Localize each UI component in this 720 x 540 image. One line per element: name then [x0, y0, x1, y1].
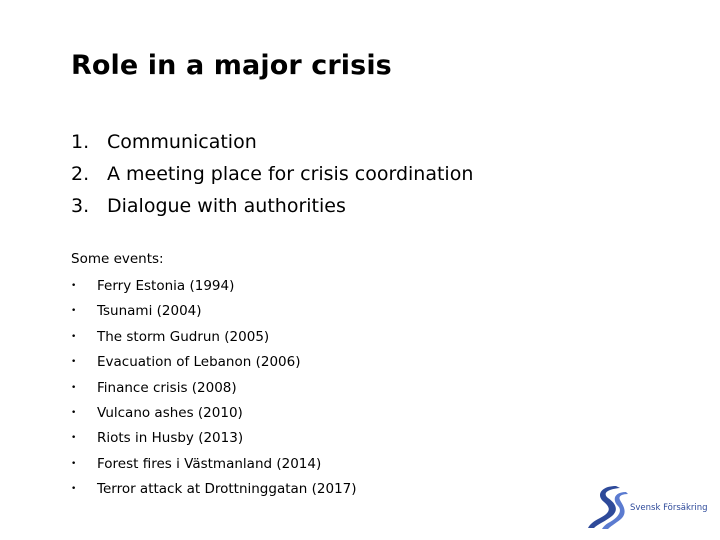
roles-list-item — [71, 160, 473, 192]
bullet-icon: • — [71, 281, 77, 291]
event-item — [71, 479, 357, 504]
event-item — [71, 352, 357, 377]
logo-text: Svensk Försäkring — [630, 503, 708, 513]
list-item-text: A meeting place for crisis coordination — [107, 163, 474, 185]
event-item — [71, 276, 357, 301]
event-text: Finance crisis (2008) — [97, 379, 237, 396]
event-text: Riots in Husby (2013) — [97, 430, 244, 447]
bullet-icon: • — [71, 484, 77, 495]
event-item — [71, 327, 357, 352]
bullet-icon: • — [71, 458, 77, 469]
event-text: Evacuation of Lebanon (2006) — [97, 354, 301, 371]
list-number: 1. — [71, 131, 90, 153]
event-item — [71, 301, 357, 326]
list-number: 2. — [71, 163, 90, 185]
list-number: 3. — [71, 195, 90, 217]
bullet-icon: • — [71, 306, 77, 317]
bullet-icon: • — [71, 407, 77, 418]
slide-title: Role in a major crisis — [71, 50, 392, 81]
event-text: Forest fires i Västmanland (2014) — [97, 455, 322, 472]
event-item — [71, 428, 357, 453]
list-item-text: Dialogue with authorities — [107, 195, 346, 217]
event-text: Vulcano ashes (2010) — [97, 404, 243, 421]
event-text: Tsunami (2004) — [97, 303, 202, 320]
wave-logo-icon — [586, 484, 630, 530]
event-item — [71, 454, 357, 479]
bullet-icon: • — [71, 382, 77, 393]
roles-list-item — [71, 192, 473, 224]
bullet-icon: • — [71, 433, 77, 444]
event-item — [71, 403, 357, 428]
event-text: Terror attack at Drottninggatan (2017) — [97, 481, 357, 498]
events-label: Some events: — [71, 251, 164, 267]
events-list — [71, 276, 357, 505]
list-item-text: Communication — [107, 131, 257, 153]
company-logo — [586, 484, 706, 530]
event-text: Ferry Estonia (1994) — [97, 278, 235, 294]
roles-list — [71, 128, 473, 224]
roles-list-item — [71, 128, 473, 160]
bullet-icon: • — [71, 357, 77, 368]
event-item — [71, 378, 357, 403]
event-text: The storm Gudrun (2005) — [97, 328, 270, 345]
bullet-icon: • — [71, 331, 77, 342]
